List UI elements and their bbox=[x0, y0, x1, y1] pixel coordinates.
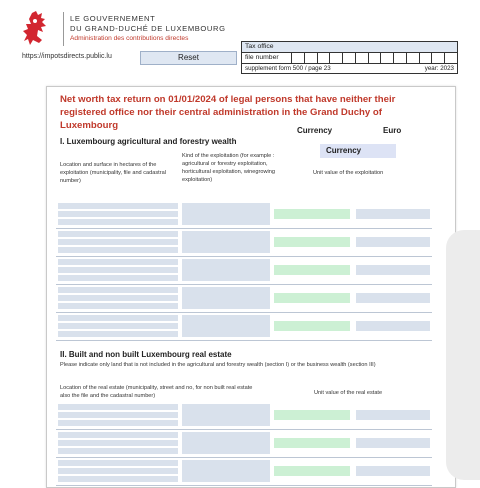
location-input-block bbox=[58, 231, 178, 255]
location-input-block bbox=[58, 460, 178, 484]
gov-line-2: DU GRAND-DUCHÉ DE LUXEMBOURG bbox=[70, 24, 226, 33]
file-number-cell[interactable] bbox=[343, 53, 356, 63]
currency-select[interactable]: Currency bbox=[320, 144, 396, 158]
file-number-cell[interactable] bbox=[381, 53, 394, 63]
file-number-cell[interactable] bbox=[394, 53, 407, 63]
location-input-line[interactable] bbox=[58, 315, 178, 321]
unit-value-currency-input[interactable] bbox=[274, 237, 350, 247]
file-number-cell[interactable] bbox=[330, 53, 343, 63]
row-separator bbox=[56, 284, 432, 285]
location-input-line[interactable] bbox=[58, 303, 178, 309]
form-page-label: supplement form 500 / page 23 bbox=[245, 65, 331, 72]
unit-value-euro-field bbox=[356, 466, 430, 476]
currency-header: Currency bbox=[297, 126, 333, 135]
location-input-line[interactable] bbox=[58, 440, 178, 446]
row-separator bbox=[56, 485, 432, 486]
s1-location-header: Location and surface in hectares of the exploitation (municipality, file and cadastral number) bbox=[60, 162, 166, 184]
location-input-line[interactable] bbox=[58, 231, 178, 237]
file-number-cell[interactable] bbox=[305, 53, 318, 63]
file-number-cell[interactable] bbox=[432, 53, 445, 63]
location-input-line[interactable] bbox=[58, 468, 178, 474]
location-input-block bbox=[58, 432, 178, 456]
form-title: Net worth tax return on 01/01/2024 of legal persons that have neither their registered office nor their central administration in the Grand Duchy of Luxembourg bbox=[60, 94, 396, 131]
kind-input[interactable] bbox=[182, 231, 270, 253]
kind-input[interactable] bbox=[182, 460, 270, 482]
unit-value-euro-field bbox=[356, 321, 430, 331]
reset-button[interactable]: Reset bbox=[140, 51, 237, 65]
kind-input[interactable] bbox=[182, 404, 270, 426]
kind-input[interactable] bbox=[182, 203, 270, 225]
location-input-line[interactable] bbox=[58, 412, 178, 418]
kind-input[interactable] bbox=[182, 287, 270, 309]
file-number-cell[interactable] bbox=[445, 53, 457, 63]
unit-value-currency-input[interactable] bbox=[274, 209, 350, 219]
s1-unit-value-header: Unit value of the exploitation bbox=[313, 170, 384, 176]
kind-input[interactable] bbox=[182, 432, 270, 454]
unit-value-euro-field bbox=[356, 209, 430, 219]
location-input-line[interactable] bbox=[58, 211, 178, 217]
row-separator bbox=[56, 228, 432, 229]
header-divider bbox=[63, 12, 64, 46]
s1-kind-header: Kind of the exploitation (for example : agricultural or forestry exploitation, horticultural exploitation, winegrowing exploitation) bbox=[182, 153, 275, 183]
file-number-label: file number bbox=[242, 53, 292, 63]
gov-line-1: LE GOUVERNEMENT bbox=[70, 14, 156, 23]
section-2-title: II. Built and non built Luxembourg real estate bbox=[60, 350, 232, 359]
unit-value-euro-field bbox=[356, 410, 430, 420]
tax-office-box bbox=[241, 41, 458, 74]
kind-input[interactable] bbox=[182, 315, 270, 337]
unit-value-currency-input[interactable] bbox=[274, 265, 350, 275]
unit-value-euro-field bbox=[356, 293, 430, 303]
file-number-cell[interactable] bbox=[356, 53, 369, 63]
site-url[interactable]: https://impotsdirects.public.lu bbox=[22, 53, 112, 60]
section-1-title: I. Luxembourg agricultural and forestry wealth bbox=[60, 137, 237, 146]
location-input-line[interactable] bbox=[58, 259, 178, 265]
location-input-line[interactable] bbox=[58, 203, 178, 209]
row-separator bbox=[56, 312, 432, 313]
unit-value-currency-input[interactable] bbox=[274, 293, 350, 303]
location-input-line[interactable] bbox=[58, 247, 178, 253]
location-input-line[interactable] bbox=[58, 287, 178, 293]
unit-value-euro-field bbox=[356, 438, 430, 448]
row-separator bbox=[56, 256, 432, 257]
location-input-line[interactable] bbox=[58, 275, 178, 281]
location-input-line[interactable] bbox=[58, 460, 178, 466]
location-input-block bbox=[58, 404, 178, 428]
gov-line-3: Administration des contributions directes bbox=[70, 35, 189, 42]
location-input-line[interactable] bbox=[58, 267, 178, 273]
luxembourg-lion-logo-icon bbox=[22, 10, 52, 48]
file-number-cell[interactable] bbox=[292, 53, 305, 63]
location-input-line[interactable] bbox=[58, 448, 178, 454]
file-number-row bbox=[242, 53, 457, 64]
unit-value-currency-input[interactable] bbox=[274, 321, 350, 331]
kind-input[interactable] bbox=[182, 259, 270, 281]
row-separator bbox=[56, 457, 432, 458]
unit-value-euro-field bbox=[356, 237, 430, 247]
unit-value-currency-input[interactable] bbox=[274, 438, 350, 448]
form-info-row bbox=[242, 64, 457, 73]
location-input-line[interactable] bbox=[58, 219, 178, 225]
row-separator bbox=[56, 429, 432, 430]
file-number-cell[interactable] bbox=[407, 53, 420, 63]
location-input-line[interactable] bbox=[58, 476, 178, 482]
location-input-block bbox=[58, 259, 178, 283]
location-input-line[interactable] bbox=[58, 331, 178, 337]
tax-office-field[interactable]: Tax office bbox=[242, 42, 457, 53]
euro-header: Euro bbox=[383, 126, 402, 135]
location-input-line[interactable] bbox=[58, 404, 178, 410]
unit-value-currency-input[interactable] bbox=[274, 466, 350, 476]
file-number-cell[interactable] bbox=[318, 53, 331, 63]
location-input-block bbox=[58, 203, 178, 227]
watermark-shape bbox=[446, 230, 480, 480]
location-input-line[interactable] bbox=[58, 239, 178, 245]
location-input-block bbox=[58, 287, 178, 311]
s2-unit-value-header: Unit value of the real estate bbox=[314, 390, 383, 396]
unit-value-currency-input[interactable] bbox=[274, 410, 350, 420]
file-number-cell[interactable] bbox=[420, 53, 433, 63]
unit-value-euro-field bbox=[356, 265, 430, 275]
location-input-line[interactable] bbox=[58, 432, 178, 438]
file-number-cell[interactable] bbox=[369, 53, 382, 63]
year-label: year: 2023 bbox=[424, 65, 454, 72]
row-separator bbox=[56, 340, 432, 341]
location-input-line[interactable] bbox=[58, 420, 178, 426]
location-input-line[interactable] bbox=[58, 295, 178, 301]
location-input-line[interactable] bbox=[58, 323, 178, 329]
location-input-block bbox=[58, 315, 178, 339]
section-2-note: Please indicate only land that is not included in the agricultural and forestry wealth (section I) or the business wealth (section III) bbox=[60, 362, 376, 368]
government-title bbox=[70, 14, 226, 44]
s2-location-header: Location of the real estate (municipality, street and no, for non built real estate also the file and the cadastral number) bbox=[60, 385, 253, 399]
